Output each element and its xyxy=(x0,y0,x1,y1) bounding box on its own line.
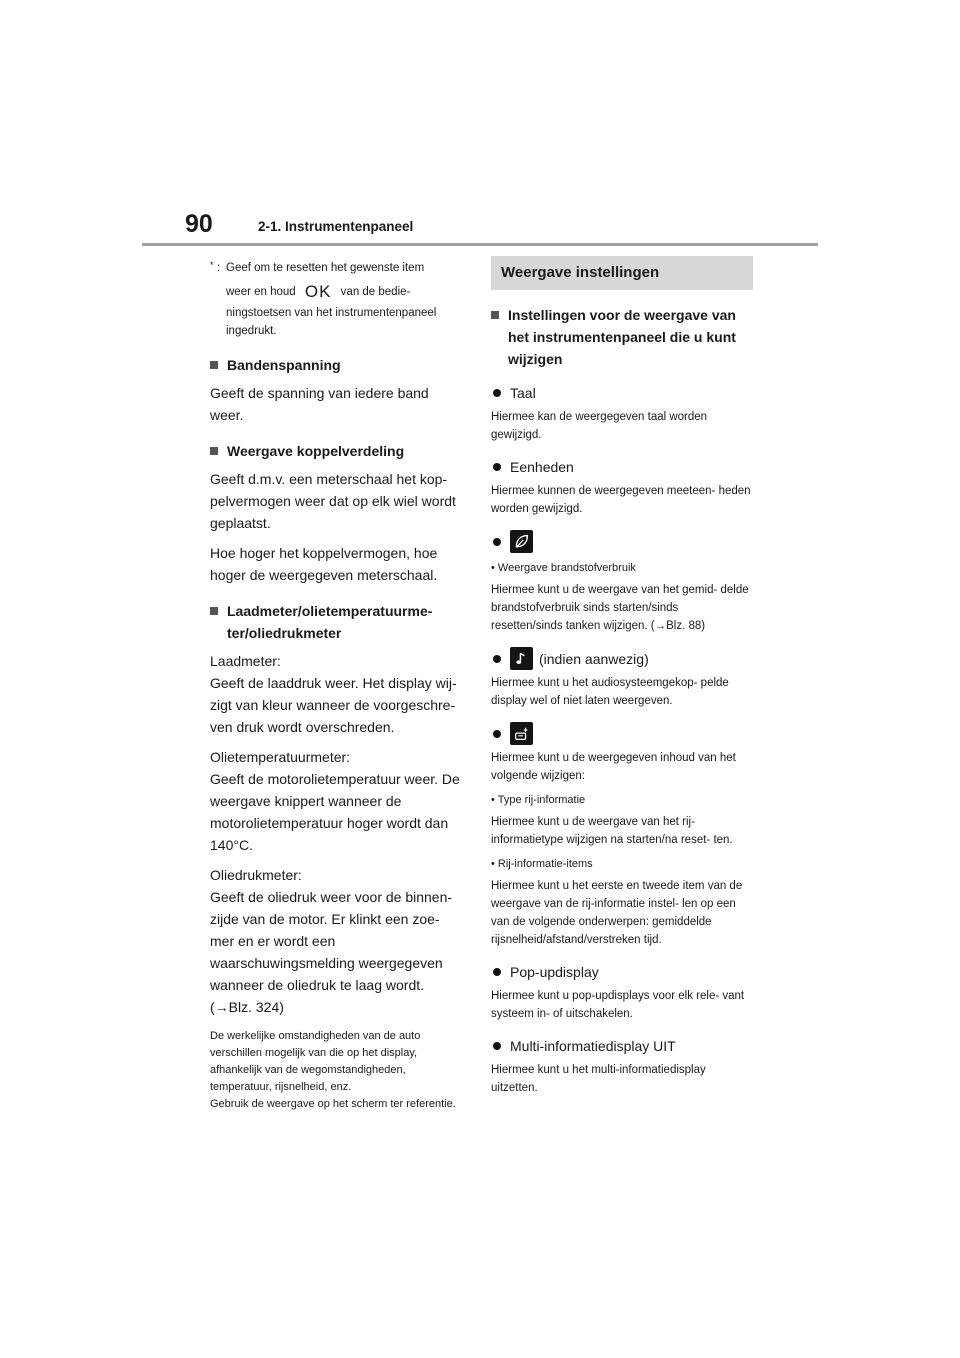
oiltemp-body: Geeft de motorolietemperatuur weer. De weergave knippert wanneer de motorolietemperatuur hoger wordt dan 140°C. xyxy=(210,771,460,853)
item-eenheden-label: Eenheden xyxy=(510,459,574,475)
mid-desc: Hiermee kunt u het multi-informatiedisplay uitzetten. xyxy=(491,1064,706,1094)
dot-bullet-icon xyxy=(493,968,501,976)
note-line1: De werkelijke omstandigheden van de auto verschillen mogelijk van die op het display, afhankelijk van de wegomstandigheden, temperatuur, rijsnelheid, enz. xyxy=(210,1030,421,1093)
torque-body1: Geeft d.m.v. een meterschaal het kop- pelvermogen weer dat op elk wiel wordt geplaatst. xyxy=(210,471,456,531)
square-bullet-icon xyxy=(210,447,218,455)
heading-tyre-pressure xyxy=(210,354,466,376)
tyre-body: Geeft de spanning van iedere band weer. xyxy=(210,385,429,423)
footnote-line3: ningstoetsen van het instrumentenpaneel ingedrukt. xyxy=(226,307,437,337)
footnote-line2-pre: weer en houd xyxy=(226,286,296,298)
dot-bullet-icon xyxy=(493,463,501,471)
drive-desc2: Hiermee kunt u het eerste en tweede item van de weergave van de rij-informatie instel- len op een van de volgende onderwerpen: gemiddelde rijsnelheid/afstand/verstreken tijd. xyxy=(491,880,743,946)
oilpress-title: Oliedrukmeter: xyxy=(210,867,302,883)
drive-desc: Hiermee kunt u de weergegeven inhoud van het volgende wijzigen: xyxy=(491,752,736,782)
item-popup xyxy=(491,961,753,983)
heading-gauges-text: Laadmeter/olietemperatuurme- ter/oliedrukmeter xyxy=(227,603,433,641)
heading-torque xyxy=(210,440,466,462)
eco-bullet-text: Weergave brandstofverbruik xyxy=(497,562,636,574)
footnote-colon: : xyxy=(217,262,221,274)
square-bullet-icon xyxy=(491,311,499,319)
section-title: 2-1. Instrumentenpaneel xyxy=(258,219,414,234)
footnote xyxy=(210,256,466,340)
oiltemp-section xyxy=(210,746,466,856)
banner-display-settings: Weergave instellingen xyxy=(491,256,753,290)
item-mid-label: Multi-informatiedisplay UIT xyxy=(510,1038,676,1054)
footnote-line2-post: van de bedie- xyxy=(340,286,411,298)
taal-desc: Hiermee kan de weergegeven taal worden gewijzigd. xyxy=(491,411,708,441)
header-rule xyxy=(142,243,818,246)
item-taal xyxy=(491,382,753,404)
music-note-icon xyxy=(510,647,533,670)
eenheden-desc: Hiermee kunnen de weergegeven meeteen- heden worden gewijzigd. xyxy=(491,485,751,515)
torque-body2: Hoe hoger het koppelvermogen, hoe hoger de weergegeven meterschaal. xyxy=(210,545,438,583)
heading-display-settings xyxy=(491,304,753,370)
footnote-star: * xyxy=(210,260,214,270)
footnote-line2 xyxy=(226,280,466,304)
page-number: 90 xyxy=(185,210,213,238)
item-audio xyxy=(491,647,753,670)
left-column xyxy=(210,256,466,1113)
square-bullet-icon xyxy=(210,361,218,369)
item-mid-off xyxy=(491,1035,753,1057)
heading-torque-text: Weergave koppelverdeling xyxy=(227,443,405,459)
item-taal-label: Taal xyxy=(510,385,536,401)
oilpress-ref: (→Blz. 324) xyxy=(210,999,284,1015)
ok-button-icon: OK xyxy=(304,282,332,301)
audio-desc: Hiermee kunt u het audiosysteemgekop- pelde display wel of niet laten weergeven. xyxy=(491,677,729,707)
eco-desc: Hiermee kunt u de weergave van het gemid- delde brandstofverbruik sinds starten/sinds resetten/sinds tanken wijzigen. (→Blz. 88) xyxy=(491,584,749,632)
drive-desc1: Hiermee kunt u de weergave van het rij- informatietype wijzigen na starten/na reset- ten. xyxy=(491,816,733,846)
right-column xyxy=(491,256,753,1101)
square-bullet-icon xyxy=(210,607,218,615)
eco-bullet: • Weergave brandstofverbruik xyxy=(491,562,636,574)
note-line2: Gebruik de weergave op het scherm ter referentie. xyxy=(210,1098,456,1110)
drive-bullet1-text: Type rij-informatie xyxy=(497,794,586,806)
boost-section xyxy=(210,650,466,738)
item-drive-info xyxy=(491,722,753,745)
oiltemp-title: Olietemperatuurmeter: xyxy=(210,749,351,765)
item-eenheden xyxy=(491,456,753,478)
drive-bullet2-text: Rij-informatie-items xyxy=(497,858,593,870)
dot-bullet-icon xyxy=(493,389,501,397)
item-popup-label: Pop-updisplay xyxy=(510,964,599,980)
dot-bullet-icon xyxy=(493,1042,501,1050)
gauges-note xyxy=(210,1028,466,1113)
footnote-line1: Geef om te resetten het gewenste item xyxy=(226,262,425,274)
popup-desc: Hiermee kunt u pop-updisplays voor elk rele- vant systeem in- of uitschakelen. xyxy=(491,990,745,1020)
oilpress-section xyxy=(210,864,466,1018)
item-audio-label: (indien aanwezig) xyxy=(539,650,649,667)
oilpress-body: Geeft de oliedruk weer voor de binnen- zijde van de motor. Er klinkt een zoe- mer en er wordt een waarschuwingsmelding weergegeven wanneer de oliedruk te laag wordt. xyxy=(210,889,453,993)
heading-display-text: Instellingen voor de weergave van het instrumentenpaneel die u kunt wijzigen xyxy=(508,307,736,367)
boost-body: Geeft de laaddruk weer. Het display wij- zigt van kleur wanneer de voorgeschre- ven druk wordt overschreden. xyxy=(210,675,457,735)
drive-bullet2: • Rij-informatie-items xyxy=(491,858,593,870)
eco-leaf-icon xyxy=(510,530,533,553)
dot-bullet-icon xyxy=(493,730,501,738)
dot-bullet-icon xyxy=(493,538,501,546)
drive-bullet1: • Type rij-informatie xyxy=(491,794,586,806)
item-eco xyxy=(491,530,753,553)
boost-title: Laadmeter: xyxy=(210,653,281,669)
heading-gauges xyxy=(210,600,466,644)
heading-tyre-text: Bandenspanning xyxy=(227,357,341,373)
dot-bullet-icon xyxy=(493,655,501,663)
drive-info-icon xyxy=(510,722,533,745)
